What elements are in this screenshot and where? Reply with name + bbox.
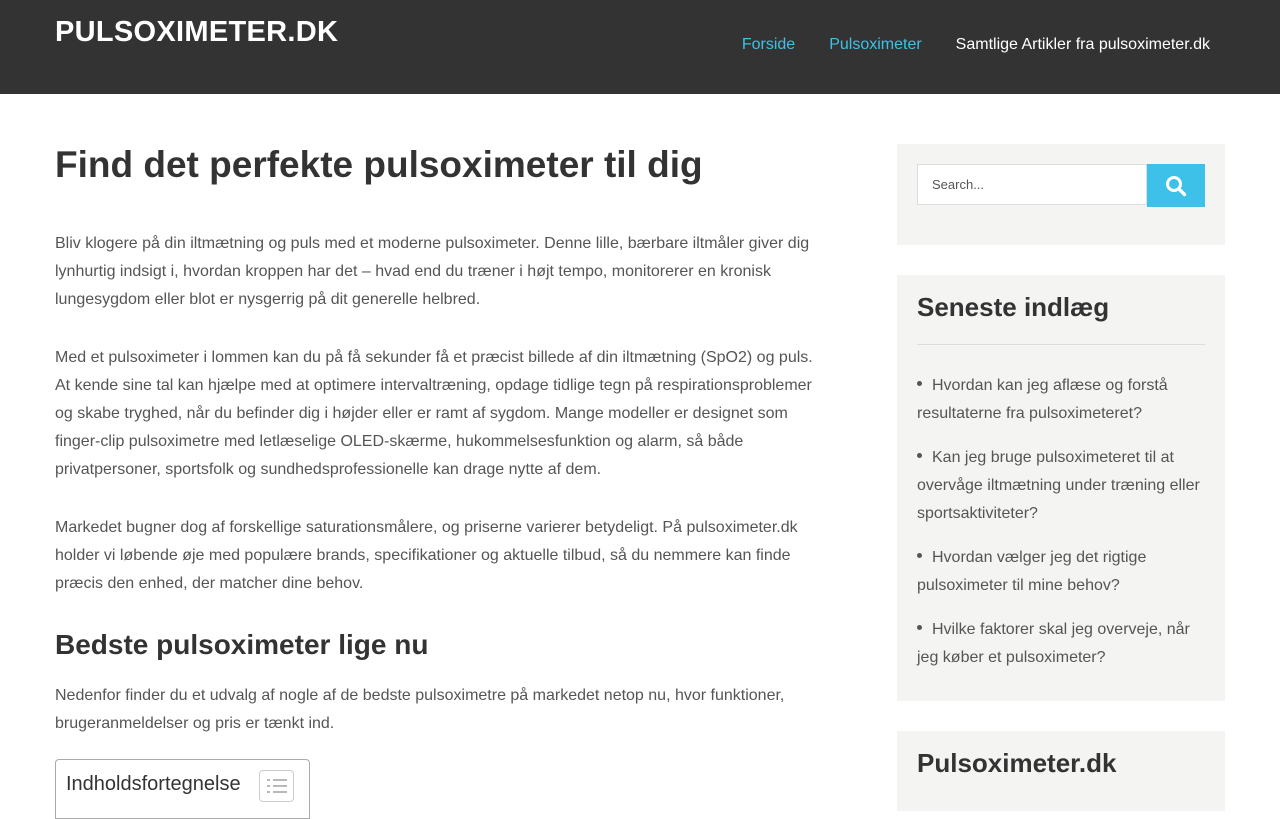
search-widget (897, 144, 1225, 245)
recent-post-link[interactable]: Hvordan kan jeg aflæse og forstå resultaterne fra pulsoximeteret? (917, 377, 1168, 422)
recent-posts-widget (897, 275, 1225, 701)
bullet-icon (917, 553, 922, 558)
main-content (55, 144, 815, 795)
list-toggle-icon (265, 777, 289, 795)
section-heading: Bedste pulsoximeter lige nu (55, 629, 429, 660)
nav-item-forside[interactable]: Forside (741, 36, 796, 53)
main-nav (742, 36, 1210, 54)
site-title-link[interactable]: PULSOXIMETER.DK (55, 16, 339, 48)
about-widget-title: Pulsoximeter.dk (917, 748, 1117, 778)
nav-item-pulsoximeter[interactable]: Pulsoximeter (829, 36, 922, 53)
section-paragraph: Nedenfor finder du et udvalg af nogle af de bedste pulsoximetre på markedet netop nu, hvor funktioner, brugeranmeldelser og pris er tænkt ind. (55, 687, 785, 732)
body-paragraph: Med et pulsoximeter i lommen kan du på få sekunder få et præcist billede af din iltmætning (SpO2) og puls. At kende sine tal kan hjælpe med at optimere intervaltræning, opdage tidlige tegn på respirationsproblemer og skabe tryghed, når du befinder dig i højder eller er ramt af sygdom. Mange modeller er designet som finger-clip pulsoximetre med letlæselige OLED-skærme, hukommelsesfunktion og alarm, så både privatpersoner, sportsfolk og sundhedsprofessionelle kan drage nytte af dem. (55, 349, 813, 478)
bullet-icon (917, 625, 922, 630)
search-button[interactable] (1147, 164, 1205, 207)
table-of-contents (55, 759, 310, 819)
bullet-icon (917, 453, 922, 458)
nav-item-all-articles[interactable]: Samtlige Artikler fra pulsoximeter.dk (955, 36, 1210, 53)
recent-posts-title: Seneste indlæg (917, 292, 1110, 322)
list-item (917, 616, 1205, 672)
list-item (917, 444, 1205, 528)
page-title: Find det perfekte pulsoximeter til dig (55, 144, 703, 185)
toc-toggle-button[interactable] (259, 770, 294, 802)
search-icon (1165, 175, 1187, 197)
list-item (917, 372, 1205, 428)
search-input[interactable] (917, 164, 1147, 205)
list-item (917, 544, 1205, 600)
body-paragraph: Markedet bugner dog af forskellige saturationsmålere, og priserne varierer betydeligt. På pulsoximeter.dk holder vi løbende øje med populære brands, specifikationer og aktuelle tilbud, så du nemmere kan finde præcis den enhed, der matcher dine behov. (55, 519, 798, 592)
recent-post-link[interactable]: Hvilke faktorer skal jeg overveje, når jeg køber et pulsoximeter? (917, 621, 1190, 666)
recent-posts-list (917, 372, 1205, 688)
recent-post-link[interactable]: Hvordan vælger jeg det rigtige pulsoximeter til mine behov? (917, 549, 1147, 594)
toc-title: Indholdsfortegnelse (66, 773, 241, 795)
bullet-icon (917, 381, 922, 386)
about-widget (897, 731, 1225, 811)
widget-divider (917, 344, 1205, 345)
intro-paragraph: Bliv klogere på din iltmætning og puls med et moderne pulsoximeter. Denne lille, bærbare iltmåler giver dig lynhurtig indsigt i, hvordan kroppen har det – hvad end du træner i højt tempo, monitorerer en kronisk lungesygdom eller blot er nysgerrig på dit generelle helbred. (55, 235, 810, 308)
recent-post-link[interactable]: Kan jeg bruge pulsoximeteret til at overvåge iltmætning under træning eller sportsaktiviteter? (917, 449, 1200, 522)
site-header (0, 0, 1280, 94)
